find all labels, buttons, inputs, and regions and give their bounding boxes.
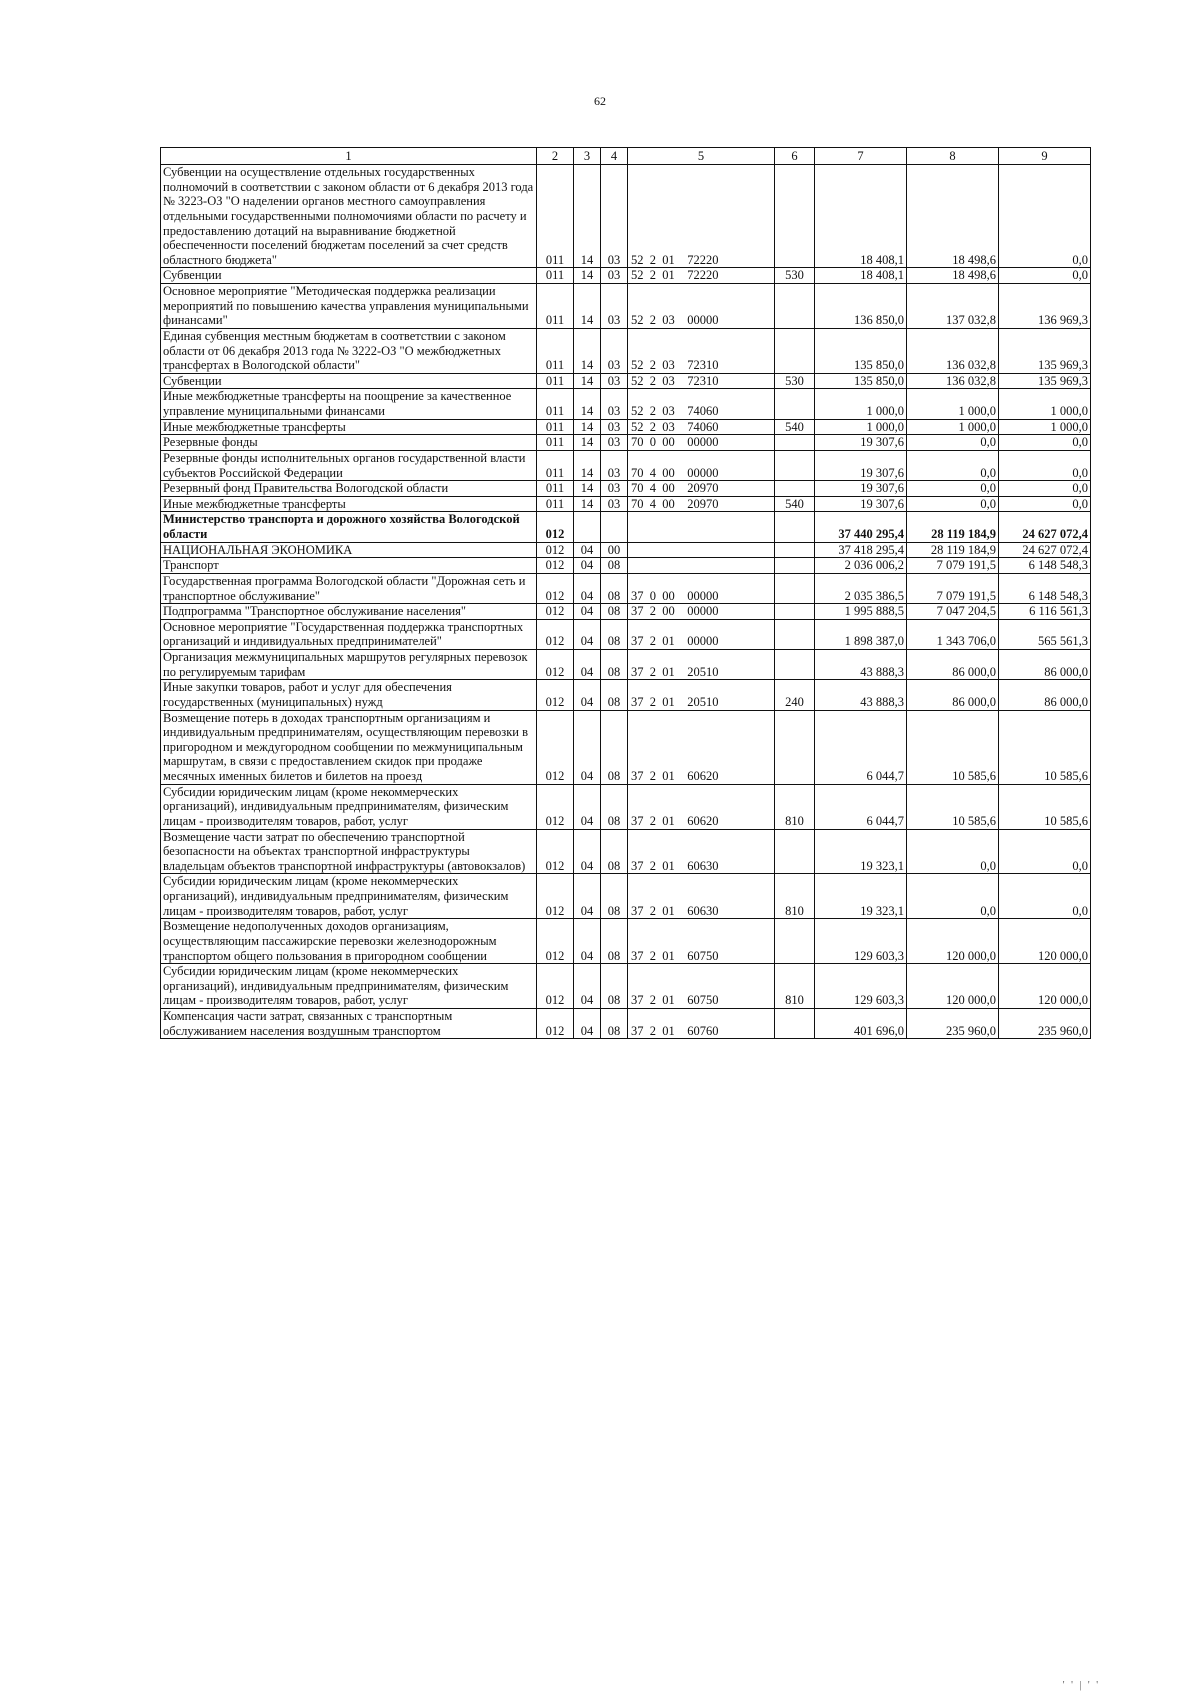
cell-section: 14: [574, 419, 601, 435]
cell-ministry-code: 011: [537, 419, 574, 435]
row-name: Компенсация части затрат, связанных с транспортным обслуживанием населения воздушным транспортом: [161, 1009, 537, 1039]
column-header-9: 9: [999, 148, 1091, 165]
cell-amount-2019: 19 323,1: [815, 874, 907, 919]
cell-amount-2020: 136 032,8: [907, 328, 999, 373]
cell-amount-2020: 86 000,0: [907, 680, 999, 710]
cell-section: 04: [574, 829, 601, 874]
cell-section: 14: [574, 165, 601, 268]
cell-target-article: 70 0 00 00000: [628, 435, 775, 451]
cell-amount-2020: 120 000,0: [907, 964, 999, 1009]
cell-amount-2020: 10 585,6: [907, 710, 999, 784]
cell-target-article: 37 2 01 60750: [628, 964, 775, 1009]
cell-amount-2021: 120 000,0: [999, 919, 1091, 964]
cell-amount-2021: 0,0: [999, 268, 1091, 284]
cell-amount-2020: 28 119 184,9: [907, 512, 999, 542]
cell-target-article: 37 2 01 60620: [628, 784, 775, 829]
cell-amount-2021: 86 000,0: [999, 680, 1091, 710]
cell-amount-2021: 135 969,3: [999, 373, 1091, 389]
cell-section: [574, 512, 601, 542]
cell-amount-2021: 136 969,3: [999, 284, 1091, 329]
cell-amount-2019: 43 888,3: [815, 650, 907, 680]
cell-amount-2019: 19 307,6: [815, 481, 907, 497]
cell-amount-2021: 10 585,6: [999, 784, 1091, 829]
cell-amount-2021: 0,0: [999, 435, 1091, 451]
cell-amount-2019: 135 850,0: [815, 328, 907, 373]
table-row: [161, 650, 1091, 680]
table-row: [161, 328, 1091, 373]
cell-subsection: 03: [601, 268, 628, 284]
table-row: [161, 268, 1091, 284]
cell-amount-2019: 19 323,1: [815, 829, 907, 874]
row-name: Резервные фонды: [161, 435, 537, 451]
cell-amount-2020: 0,0: [907, 450, 999, 480]
cell-subsection: 03: [601, 165, 628, 268]
table-row: [161, 964, 1091, 1009]
cell-ministry-code: 012: [537, 1009, 574, 1039]
cell-section: 04: [574, 558, 601, 574]
table-row: [161, 710, 1091, 784]
cell-ministry-code: 012: [537, 542, 574, 558]
cell-ministry-code: 011: [537, 435, 574, 451]
table-row: [161, 419, 1091, 435]
cell-expense-type: [775, 542, 815, 558]
cell-target-article: 37 2 01 60750: [628, 919, 775, 964]
scan-marks: ' ' | ' ': [1062, 1680, 1100, 1691]
cell-amount-2021: 1 000,0: [999, 419, 1091, 435]
cell-target-article: 37 2 01 60620: [628, 710, 775, 784]
table-row: [161, 373, 1091, 389]
cell-amount-2019: 1 000,0: [815, 419, 907, 435]
table-row: [161, 604, 1091, 620]
cell-target-article: 37 2 01 20510: [628, 650, 775, 680]
cell-subsection: 03: [601, 389, 628, 419]
page-number: 62: [594, 94, 606, 108]
cell-expense-type: 240: [775, 680, 815, 710]
cell-amount-2021: 235 960,0: [999, 1009, 1091, 1039]
cell-expense-type: [775, 619, 815, 649]
cell-target-article: 70 4 00 20970: [628, 496, 775, 512]
cell-amount-2019: 129 603,3: [815, 964, 907, 1009]
table-row: [161, 680, 1091, 710]
row-name: Иные межбюджетные трансферты на поощрение за качественное управление муниципальными финансами: [161, 389, 537, 419]
cell-amount-2021: 0,0: [999, 496, 1091, 512]
cell-section: 14: [574, 496, 601, 512]
cell-amount-2020: 235 960,0: [907, 1009, 999, 1039]
cell-expense-type: [775, 165, 815, 268]
cell-ministry-code: 012: [537, 680, 574, 710]
cell-amount-2019: 6 044,7: [815, 784, 907, 829]
cell-amount-2020: 1 343 706,0: [907, 619, 999, 649]
row-name: Иные межбюджетные трансферты: [161, 419, 537, 435]
cell-section: 14: [574, 284, 601, 329]
cell-subsection: 08: [601, 650, 628, 680]
cell-expense-type: [775, 512, 815, 542]
cell-amount-2019: 18 408,1: [815, 268, 907, 284]
cell-amount-2019: 135 850,0: [815, 373, 907, 389]
cell-ministry-code: 012: [537, 829, 574, 874]
cell-target-article: 52 2 03 00000: [628, 284, 775, 329]
cell-amount-2020: 0,0: [907, 496, 999, 512]
cell-expense-type: 530: [775, 373, 815, 389]
row-name: НАЦИОНАЛЬНАЯ ЭКОНОМИКА: [161, 542, 537, 558]
cell-amount-2019: 2 035 386,5: [815, 573, 907, 603]
table-body: [161, 165, 1091, 1039]
cell-target-article: [628, 512, 775, 542]
cell-subsection: 08: [601, 710, 628, 784]
cell-expense-type: [775, 710, 815, 784]
cell-expense-type: 810: [775, 784, 815, 829]
cell-section: 04: [574, 919, 601, 964]
cell-section: 14: [574, 481, 601, 497]
cell-amount-2020: 10 585,6: [907, 784, 999, 829]
table-row: [161, 435, 1091, 451]
table-row: [161, 512, 1091, 542]
table-row: [161, 1009, 1091, 1039]
cell-amount-2019: 401 696,0: [815, 1009, 907, 1039]
row-name: Иные межбюджетные трансферты: [161, 496, 537, 512]
row-name: Резервные фонды исполнительных органов государственной власти субъектов Российской Федерации: [161, 450, 537, 480]
row-name: Иные закупки товаров, работ и услуг для обеспечения государственных (муниципальных) нужд: [161, 680, 537, 710]
column-header-5: 5: [628, 148, 775, 165]
table-row: [161, 558, 1091, 574]
cell-expense-type: [775, 558, 815, 574]
cell-subsection: 08: [601, 573, 628, 603]
cell-ministry-code: 011: [537, 481, 574, 497]
cell-target-article: 52 2 03 74060: [628, 389, 775, 419]
row-name: Возмещение части затрат по обеспечению транспортной безопасности на объектах транспортной инфраструктуры владельцам объектов транспортной инфраструктуры (автовокзалов): [161, 829, 537, 874]
cell-ministry-code: 012: [537, 650, 574, 680]
cell-subsection: 08: [601, 1009, 628, 1039]
cell-amount-2019: 136 850,0: [815, 284, 907, 329]
cell-subsection: 08: [601, 619, 628, 649]
row-name: Подпрограмма "Транспортное обслуживание населения": [161, 604, 537, 620]
cell-ministry-code: 011: [537, 165, 574, 268]
cell-ministry-code: 012: [537, 573, 574, 603]
column-header-2: 2: [537, 148, 574, 165]
cell-amount-2019: 19 307,6: [815, 496, 907, 512]
cell-amount-2019: 37 440 295,4: [815, 512, 907, 542]
cell-amount-2021: 0,0: [999, 481, 1091, 497]
column-header-6: 6: [775, 148, 815, 165]
cell-ministry-code: 012: [537, 512, 574, 542]
cell-expense-type: [775, 829, 815, 874]
cell-subsection: 03: [601, 328, 628, 373]
row-name: Субвенции: [161, 373, 537, 389]
cell-section: 14: [574, 268, 601, 284]
row-name: Основное мероприятие "Методическая поддержка реализации мероприятий по повышению качества управления муниципальными финансами": [161, 284, 537, 329]
table-row: [161, 284, 1091, 329]
cell-expense-type: [775, 389, 815, 419]
cell-section: 04: [574, 1009, 601, 1039]
cell-amount-2021: 0,0: [999, 450, 1091, 480]
table-row: [161, 919, 1091, 964]
cell-ministry-code: 011: [537, 328, 574, 373]
cell-expense-type: [775, 481, 815, 497]
cell-section: 04: [574, 784, 601, 829]
cell-section: 04: [574, 650, 601, 680]
cell-expense-type: 540: [775, 496, 815, 512]
cell-ministry-code: 012: [537, 919, 574, 964]
cell-target-article: 52 2 03 74060: [628, 419, 775, 435]
cell-subsection: 03: [601, 481, 628, 497]
cell-section: 14: [574, 389, 601, 419]
cell-expense-type: 810: [775, 874, 815, 919]
cell-ministry-code: 012: [537, 710, 574, 784]
cell-section: 04: [574, 710, 601, 784]
cell-target-article: 52 2 03 72310: [628, 328, 775, 373]
row-name: Субвенции: [161, 268, 537, 284]
cell-amount-2021: 0,0: [999, 165, 1091, 268]
cell-target-article: 37 2 00 00000: [628, 604, 775, 620]
row-name: Субвенции на осуществление отдельных государственных полномочий в соответствии с законом области от 6 декабря 2013 года № 3223-ОЗ "О наделении органов местного самоуправления отдельными государственными полномочиями области по расчету и предоставлению дотаций на выравнивание бюджетной обеспеченности поселений бюджетам поселений за счет средств областного бюджета": [161, 165, 537, 268]
cell-subsection: 08: [601, 604, 628, 620]
cell-subsection: 08: [601, 680, 628, 710]
cell-expense-type: 530: [775, 268, 815, 284]
cell-amount-2020: 28 119 184,9: [907, 542, 999, 558]
row-name: Субсидии юридическим лицам (кроме некоммерческих организаций), индивидуальным предпринимателям, физическим лицам - производителям товаров, работ, услуг: [161, 964, 537, 1009]
cell-amount-2021: 24 627 072,4: [999, 512, 1091, 542]
cell-amount-2019: 1 898 387,0: [815, 619, 907, 649]
cell-target-article: 70 4 00 20970: [628, 481, 775, 497]
row-name: Транспорт: [161, 558, 537, 574]
row-name: Организация межмуниципальных маршрутов регулярных перевозок по регулируемым тарифам: [161, 650, 537, 680]
table-row: [161, 481, 1091, 497]
cell-target-article: 37 2 01 60630: [628, 874, 775, 919]
cell-subsection: 03: [601, 419, 628, 435]
cell-ministry-code: 012: [537, 784, 574, 829]
cell-subsection: 08: [601, 874, 628, 919]
cell-amount-2021: 10 585,6: [999, 710, 1091, 784]
table-row: [161, 619, 1091, 649]
cell-target-article: 70 4 00 00000: [628, 450, 775, 480]
cell-amount-2021: 6 148 548,3: [999, 573, 1091, 603]
table-row: [161, 165, 1091, 268]
cell-amount-2021: 6 116 561,3: [999, 604, 1091, 620]
cell-section: 14: [574, 328, 601, 373]
cell-section: 04: [574, 874, 601, 919]
cell-amount-2020: 18 498,6: [907, 268, 999, 284]
cell-amount-2020: 1 000,0: [907, 419, 999, 435]
cell-amount-2020: 18 498,6: [907, 165, 999, 268]
cell-amount-2019: 1 000,0: [815, 389, 907, 419]
row-name: Единая субвенция местным бюджетам в соответствии с законом области от 06 декабря 2013 года № 3222-ОЗ "О межбюджетных трансфертах в Вологодской области": [161, 328, 537, 373]
cell-subsection: 08: [601, 964, 628, 1009]
cell-subsection: 03: [601, 373, 628, 389]
row-name: Основное мероприятие "Государственная поддержка транспортных организаций и индивидуальных предпринимателей": [161, 619, 537, 649]
cell-subsection: 00: [601, 542, 628, 558]
cell-expense-type: [775, 919, 815, 964]
cell-subsection: 03: [601, 450, 628, 480]
cell-amount-2021: 565 561,3: [999, 619, 1091, 649]
row-name: Субсидии юридическим лицам (кроме некоммерческих организаций), индивидуальным предпринимателям, физическим лицам - производителям товаров, работ, услуг: [161, 874, 537, 919]
cell-expense-type: 810: [775, 964, 815, 1009]
cell-amount-2020: 7 079 191,5: [907, 573, 999, 603]
cell-amount-2019: 18 408,1: [815, 165, 907, 268]
cell-section: 14: [574, 450, 601, 480]
table-row: [161, 874, 1091, 919]
cell-amount-2021: 6 148 548,3: [999, 558, 1091, 574]
cell-ministry-code: 012: [537, 964, 574, 1009]
cell-expense-type: [775, 284, 815, 329]
row-name: Государственная программа Вологодской области "Дорожная сеть и транспортное обслуживание": [161, 573, 537, 603]
table-row: [161, 496, 1091, 512]
row-name: Возмещение недополученных доходов организациям, осуществляющим пассажирские перевозки железнодорожным транспортом общего пользования в пригородном сообщении: [161, 919, 537, 964]
budget-table: [160, 147, 1091, 1039]
column-header-4: 4: [601, 148, 628, 165]
cell-amount-2019: 129 603,3: [815, 919, 907, 964]
cell-subsection: 03: [601, 435, 628, 451]
cell-subsection: 08: [601, 829, 628, 874]
cell-section: 04: [574, 619, 601, 649]
cell-amount-2020: 86 000,0: [907, 650, 999, 680]
cell-section: 04: [574, 573, 601, 603]
cell-amount-2020: 0,0: [907, 829, 999, 874]
cell-subsection: 03: [601, 284, 628, 329]
cell-expense-type: [775, 328, 815, 373]
cell-expense-type: [775, 650, 815, 680]
cell-amount-2021: 135 969,3: [999, 328, 1091, 373]
cell-subsection: 03: [601, 496, 628, 512]
cell-section: 04: [574, 680, 601, 710]
column-header-8: 8: [907, 148, 999, 165]
cell-amount-2021: 0,0: [999, 829, 1091, 874]
cell-amount-2020: 7 047 204,5: [907, 604, 999, 620]
cell-expense-type: [775, 435, 815, 451]
row-name: Возмещение потерь в доходах транспортным организациям и индивидуальным предпринимателям, осуществляющим перевозки в пригородном и междугородном сообщении по межмуниципальным маршрутам, в связи с предоставлением скидок при продаже месячных именных билетов и билетов на проезд: [161, 710, 537, 784]
table-row: [161, 542, 1091, 558]
table-row: [161, 573, 1091, 603]
cell-target-article: 37 2 01 60630: [628, 829, 775, 874]
cell-amount-2020: 0,0: [907, 874, 999, 919]
cell-amount-2019: 2 036 006,2: [815, 558, 907, 574]
cell-ministry-code: 011: [537, 389, 574, 419]
header-row: [161, 148, 1091, 165]
cell-target-article: 37 2 01 00000: [628, 619, 775, 649]
table-row: [161, 450, 1091, 480]
row-name: Субсидии юридическим лицам (кроме некоммерческих организаций), индивидуальным предпринимателям, физическим лицам - производителям товаров, работ, услуг: [161, 784, 537, 829]
cell-amount-2019: 43 888,3: [815, 680, 907, 710]
cell-amount-2020: 137 032,8: [907, 284, 999, 329]
column-header-1: 1: [161, 148, 537, 165]
cell-amount-2021: 1 000,0: [999, 389, 1091, 419]
cell-amount-2019: 19 307,6: [815, 450, 907, 480]
cell-amount-2021: 86 000,0: [999, 650, 1091, 680]
cell-section: 04: [574, 964, 601, 1009]
cell-ministry-code: 012: [537, 874, 574, 919]
cell-amount-2020: 7 079 191,5: [907, 558, 999, 574]
cell-ministry-code: 012: [537, 619, 574, 649]
cell-amount-2020: 120 000,0: [907, 919, 999, 964]
cell-amount-2021: 120 000,0: [999, 964, 1091, 1009]
cell-section: 04: [574, 542, 601, 558]
cell-amount-2019: 19 307,6: [815, 435, 907, 451]
table-row: [161, 784, 1091, 829]
row-name: Министерство транспорта и дорожного хозяйства Вологодской области: [161, 512, 537, 542]
cell-section: 14: [574, 435, 601, 451]
cell-ministry-code: 011: [537, 496, 574, 512]
cell-subsection: 08: [601, 784, 628, 829]
cell-subsection: 08: [601, 558, 628, 574]
cell-expense-type: [775, 450, 815, 480]
cell-amount-2019: 6 044,7: [815, 710, 907, 784]
cell-amount-2020: 1 000,0: [907, 389, 999, 419]
cell-expense-type: [775, 604, 815, 620]
cell-ministry-code: 012: [537, 604, 574, 620]
cell-amount-2020: 136 032,8: [907, 373, 999, 389]
cell-subsection: 08: [601, 919, 628, 964]
cell-amount-2020: 0,0: [907, 481, 999, 497]
cell-target-article: 37 2 01 20510: [628, 680, 775, 710]
cell-expense-type: [775, 573, 815, 603]
cell-ministry-code: 011: [537, 268, 574, 284]
cell-amount-2021: 24 627 072,4: [999, 542, 1091, 558]
cell-amount-2020: 0,0: [907, 435, 999, 451]
cell-ministry-code: 011: [537, 373, 574, 389]
cell-expense-type: [775, 1009, 815, 1039]
cell-target-article: 52 2 01 72220: [628, 165, 775, 268]
table-row: [161, 389, 1091, 419]
cell-amount-2019: 1 995 888,5: [815, 604, 907, 620]
cell-target-article: 52 2 03 72310: [628, 373, 775, 389]
cell-subsection: [601, 512, 628, 542]
column-header-3: 3: [574, 148, 601, 165]
table-row: [161, 829, 1091, 874]
cell-target-article: 37 0 00 00000: [628, 573, 775, 603]
cell-expense-type: 540: [775, 419, 815, 435]
cell-section: 04: [574, 604, 601, 620]
row-name: Резервный фонд Правительства Вологодской области: [161, 481, 537, 497]
cell-amount-2021: 0,0: [999, 874, 1091, 919]
column-header-7: 7: [815, 148, 907, 165]
cell-target-article: 37 2 01 60760: [628, 1009, 775, 1039]
cell-ministry-code: 011: [537, 450, 574, 480]
cell-target-article: 52 2 01 72220: [628, 268, 775, 284]
cell-section: 14: [574, 373, 601, 389]
cell-amount-2019: 37 418 295,4: [815, 542, 907, 558]
cell-ministry-code: 012: [537, 558, 574, 574]
cell-target-article: [628, 558, 775, 574]
cell-target-article: [628, 542, 775, 558]
cell-ministry-code: 011: [537, 284, 574, 329]
